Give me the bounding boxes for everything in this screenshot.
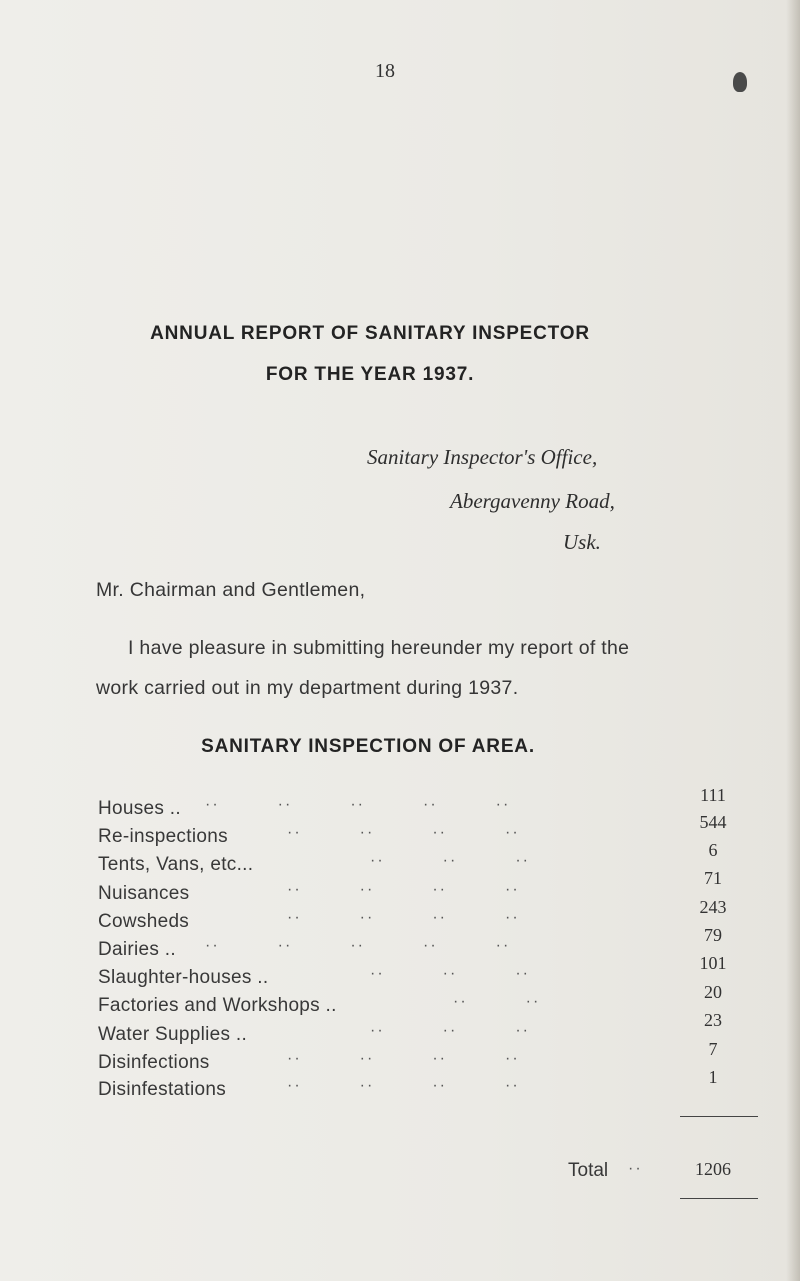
report-subtitle: FOR THE YEAR 1937. bbox=[265, 364, 475, 385]
leader-dots: ·· ·· ·· bbox=[370, 1022, 530, 1039]
total-rule-bottom bbox=[680, 1198, 758, 1199]
intro-paragraph-line-2: work carried out in my department during 1937. bbox=[96, 677, 519, 699]
row-value: 7 bbox=[708, 1039, 718, 1059]
row-label: Disinfections bbox=[98, 1052, 210, 1073]
row-value: 79 bbox=[704, 925, 722, 945]
row-label: Water Supplies .. bbox=[98, 1024, 248, 1045]
row-value: 544 bbox=[699, 812, 727, 832]
leader-dots: ·· ·· ·· ·· bbox=[287, 909, 520, 926]
report-title: ANNUAL REPORT OF SANITARY INSPECTOR bbox=[150, 323, 590, 344]
section-title: SANITARY INSPECTION OF AREA. bbox=[201, 736, 535, 757]
intro-paragraph-line-1: I have pleasure in submitting hereunder my report of the bbox=[128, 637, 630, 659]
total-label: Total bbox=[568, 1160, 609, 1181]
ink-blot-mark bbox=[733, 72, 747, 92]
page-number: 18 bbox=[375, 60, 395, 82]
leader-dots: ·· ·· ·· bbox=[370, 852, 530, 869]
row-value: 6 bbox=[708, 840, 718, 860]
row-label: Dairies .. bbox=[98, 939, 176, 960]
row-label: Re-inspections bbox=[98, 826, 228, 847]
row-label: Houses .. bbox=[98, 798, 181, 819]
address-office: Sanitary Inspector's Office, bbox=[367, 445, 598, 469]
leader-dots: ·· ·· ·· bbox=[370, 965, 530, 982]
row-value: 111 bbox=[700, 785, 726, 805]
leader-dots: ·· ·· ·· ·· bbox=[287, 824, 520, 841]
leader-dots: ·· bbox=[628, 1160, 643, 1177]
row-value: 20 bbox=[704, 982, 722, 1002]
leader-dots: ·· ·· ·· ·· ·· bbox=[205, 796, 511, 813]
total-value: 1206 bbox=[695, 1159, 731, 1179]
leader-dots: ·· ·· ·· ·· bbox=[287, 881, 520, 898]
total-rule-top bbox=[680, 1116, 758, 1117]
row-value: 23 bbox=[704, 1010, 722, 1030]
row-value: 101 bbox=[699, 953, 727, 973]
row-label: Factories and Workshops .. bbox=[98, 995, 337, 1016]
address-town: Usk. bbox=[563, 530, 601, 554]
row-value: 243 bbox=[699, 897, 727, 917]
leader-dots: ·· ·· ·· ·· bbox=[287, 1077, 520, 1094]
salutation: Mr. Chairman and Gentlemen, bbox=[96, 579, 366, 601]
leader-dots: ·· ·· ·· ·· ·· bbox=[205, 937, 511, 954]
page-edge-shadow bbox=[786, 0, 800, 1281]
address-road: Abergavenny Road, bbox=[450, 489, 615, 513]
row-label: Slaughter-houses .. bbox=[98, 967, 269, 988]
row-label: Cowsheds bbox=[98, 911, 190, 932]
leader-dots: ·· ·· ·· ·· bbox=[287, 1050, 520, 1067]
row-value: 71 bbox=[704, 868, 722, 888]
row-value: 1 bbox=[708, 1067, 718, 1087]
row-label: Disinfestations bbox=[98, 1079, 227, 1100]
row-label: Tents, Vans, etc... bbox=[98, 854, 254, 875]
leader-dots: ·· ·· bbox=[453, 993, 541, 1010]
row-label: Nuisances bbox=[98, 883, 190, 904]
